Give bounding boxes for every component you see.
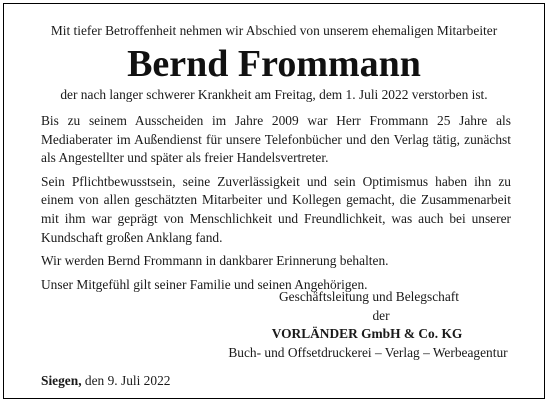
deceased-name: Bernd Frommann (127, 43, 421, 85)
paragraph-condolence: Unser Mitgefühl gilt seiner Familie und seinen Angehörigen. (41, 276, 368, 292)
signature-block (4, 288, 546, 362)
paragraph-remembrance: Wir werden Bernd Frommann in dankbarer Erinnerung behalten. (41, 253, 389, 269)
notice-body (41, 112, 511, 299)
signature-line-der: der (372, 307, 390, 323)
death-line: der nach langer schwerer Krankheit am Freitag, dem 1. Juli 2022 verstorben ist. (60, 87, 488, 102)
company-name: VORLÄNDER GmbH & Co. KG (271, 326, 463, 342)
obituary-notice (3, 3, 545, 399)
company-description: Buch- und Offsetdruckerei – Verlag – Werbeagentur (228, 344, 508, 360)
place: Siegen, (41, 373, 82, 388)
signature-line-management: Geschäftsleitung und Belegschaft (279, 289, 459, 304)
intro-text: Mit tiefer Betroffenheit nehmen wir Abschied von unserem ehemaligen Mitarbeiter (50, 23, 498, 38)
paragraph-career: Bis zu seinem Ausscheiden im Jahre 2009 war Herr Frommann 25 Jahre als Mediaberater im Außendienst für unsere Telefonbücher und den Verlag tätig, zunächst als Angestellter und später als freier Handelsvertreter. (41, 113, 511, 166)
paragraph-character: Sein Pflichtbewusstsein, seine Zuverlässigkeit und sein Optimismus haben ihn zu einem von allen geschätzten Mitarbeiter und Kollegen gemacht, die Zusammenarbeit mit ihm war geprägt von Menschlichkeit und Freundlichkeit, was auch bei unserer Kundschaft großen Anklang fand. (41, 173, 511, 245)
date: den 9. Juli 2022 (84, 373, 171, 388)
place-date (41, 372, 170, 391)
